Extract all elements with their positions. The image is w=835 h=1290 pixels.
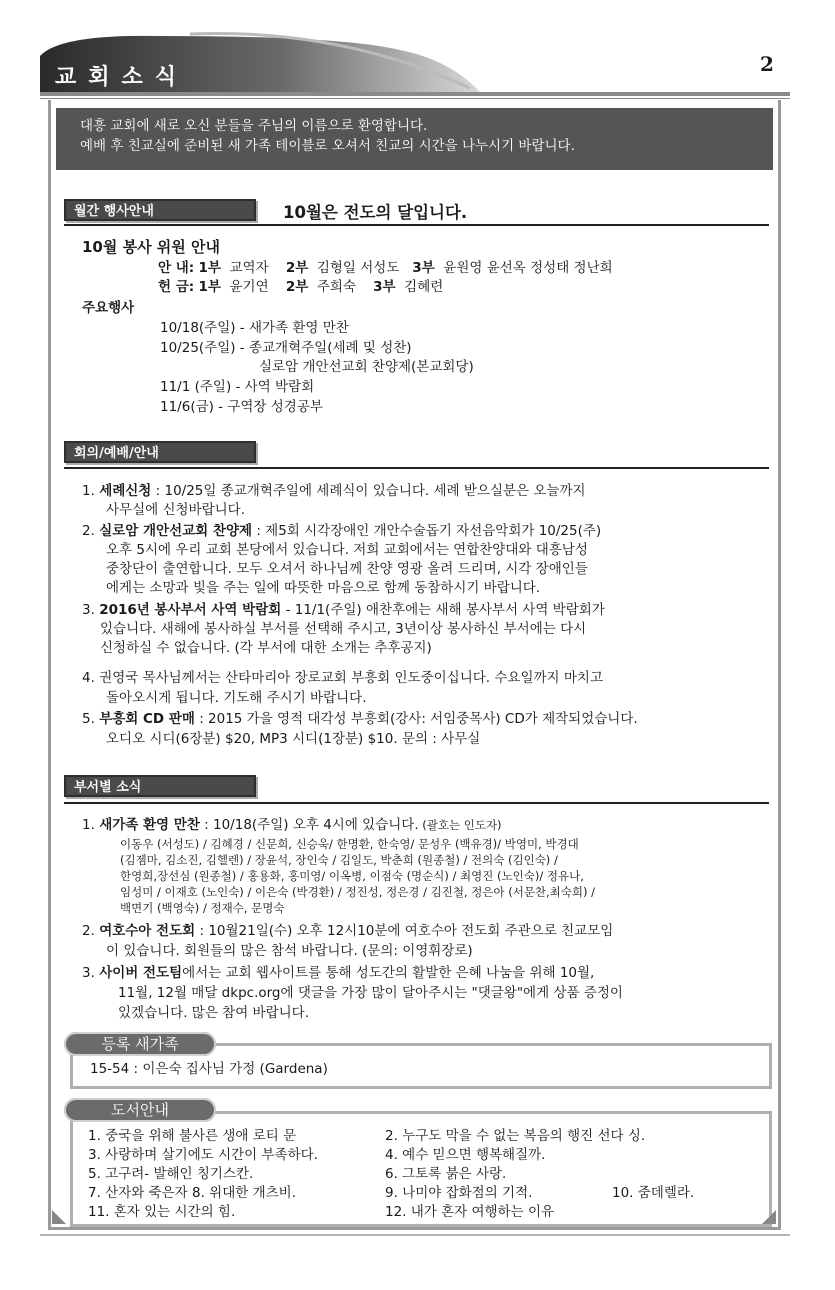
book-item: 3. 사랑하며 살기에도 시간이 부족하다.	[88, 1147, 318, 1163]
item-number: 1.	[82, 483, 95, 499]
usher-p2: 2부	[285, 260, 309, 276]
book-item: 9. 나미야 잡화점의 기적.	[385, 1185, 533, 1201]
item-text: 돌아오시게 됩니다. 기도해 주시기 바랍니다.	[106, 690, 367, 706]
item-heading: 실로암 개안선교회 찬양제	[99, 523, 253, 539]
offering-p1-names: 윤기연	[229, 279, 269, 295]
book-item: 4. 예수 믿으면 행복해질까.	[385, 1147, 546, 1163]
item-text: 오후 5시에 우리 교회 본당에서 있습니다. 저희 교회에서는 연합찬양대와 대흥남성	[106, 542, 588, 558]
monthly-headline: 10월은 전도의 달입니다.	[283, 203, 468, 222]
usher-p1: 1부	[198, 260, 221, 276]
offering-p2: 2부	[285, 279, 309, 295]
item-text: 에서는 교회 웹사이트를 통해 성도간의 활발한 은혜 나눔을 위해 10월,	[182, 965, 595, 981]
item-text: : 10/18(주일) 오후 4시에 있습니다.	[199, 817, 419, 833]
event-item: 11/1 (주일) - 사역 박람회	[160, 379, 315, 395]
meetings-rule	[64, 467, 769, 469]
book-item: 11. 혼자 있는 시간의 힘.	[88, 1204, 236, 1220]
offering-p3-names: 김혜련	[404, 279, 444, 295]
book-item: 6. 그토록 붉은 사랑.	[385, 1166, 507, 1182]
meeting-item-3	[82, 601, 605, 620]
name-line: 임성미 / 이재호 (노인숙) / 이은숙 (박경환) / 정진성, 정은경 / 김진철, 정은아 (서문찬,최숙희) /	[120, 885, 596, 899]
name-line: 백면기 (백영숙) / 정재수, 문명숙	[120, 901, 285, 915]
meeting-item-2	[82, 522, 601, 541]
book-item: 5. 고구려- 발해인 칭기스칸.	[88, 1166, 254, 1182]
usher-row	[158, 259, 613, 278]
page-number: 2	[760, 52, 774, 76]
usher-p3-names: 윤원영 윤선옥 정성태 정난희	[443, 260, 613, 276]
volunteer-title: 10월 봉사 위원 안내	[82, 238, 220, 256]
item-text: 있습니다. 새해에 봉사하실 부서를 선택해 주시고, 3년이상 봉사하신 부서에는 다시	[100, 621, 587, 637]
item-heading: 사이버 전도팀	[99, 965, 183, 981]
event-item: 10/25(주일) - 종교개혁주일(세례 및 성찬)	[160, 340, 412, 356]
item-text: 이 있습니다. 회원들의 많은 참석 바랍니다. (문의: 이영휘장로)	[106, 943, 473, 959]
frame-left-border	[48, 100, 51, 1230]
item-text: : 10월21일(수) 오후 12시10분에 여호수아 전도회 주관으로 친교모임	[195, 923, 614, 939]
item-number: 3.	[82, 965, 95, 981]
usher-p1-names: 교역자	[229, 260, 269, 276]
frame-right-border	[778, 100, 781, 1230]
name-line: (김젬마, 김소진, 김헬렌) / 장윤석, 장인숙 / 김일도, 박춘희 (원종철) / 전의숙 (김인숙) /	[120, 853, 558, 867]
frame-bottom-border	[48, 1227, 781, 1230]
corner-triangle-icon	[762, 1210, 776, 1224]
dept-label: 부서별 소식	[64, 775, 256, 797]
offering-row	[158, 278, 443, 297]
meeting-item-5	[82, 710, 638, 729]
item-text: 있겠습니다. 많은 참여 바랍니다.	[118, 1005, 309, 1021]
offering-role: 헌 금:	[158, 279, 195, 295]
name-line: 이동우 (서성도) / 김혜경 / 신문희, 신승욱/ 한명환, 한숙영/ 문성우 (백유경)/ 박영미, 박경대	[120, 837, 579, 851]
item-heading: 여호수아 전도회	[99, 923, 196, 939]
item-number: 4.	[82, 670, 95, 686]
name-line: 한영희,장선심 (원종철) / 홍용화, 홍미영/ 이옥병, 이점숙 (명순식) / 최영진 (노인숙)/ 정유나,	[120, 869, 584, 883]
item-number: 5.	[82, 711, 95, 727]
item-text: 신청하실 수 없습니다. (각 부서에 대한 소개는 추후공지)	[100, 640, 432, 656]
meeting-item-1	[82, 482, 586, 501]
books-label: 도서안내	[64, 1098, 216, 1122]
welcome-line: 예배 후 친교실에 준비된 새 가족 테이블로 오셔서 친교의 시간을 나누시기 바랍니다.	[80, 138, 575, 154]
item-note: (괄호는 인도자)	[418, 818, 502, 832]
item-text: 오디오 시디(6장분) $20, MP3 시디(1장분) $10. 문의 : 사무실	[106, 731, 481, 747]
corner-triangle-icon	[52, 1210, 66, 1224]
offering-p1: 1부	[198, 279, 221, 295]
item-text: 에게는 소망과 빛을 주는 일에 따뜻한 마음으로 함께 동참하시기 바랍니다.	[106, 580, 541, 596]
usher-p2-names: 김형일 서성도	[316, 260, 400, 276]
welcome-line: 대흥 교회에 새로 오신 분들을 주님의 이름으로 환영합니다.	[80, 118, 428, 134]
usher-role: 안 내:	[158, 260, 195, 276]
meetings-label: 회의/예배/안내	[64, 441, 256, 463]
item-number: 2.	[82, 923, 95, 939]
book-item: 2. 누구도 막을 수 없는 복음의 행진 선다 싱.	[385, 1128, 646, 1144]
item-heading: 부흥회 CD 판매	[99, 711, 195, 727]
monthly-rule	[64, 224, 769, 226]
item-heading: 세례신청	[99, 483, 152, 499]
item-number: 1.	[82, 817, 95, 833]
header-rule-thin	[40, 98, 790, 99]
welcome-banner	[56, 108, 773, 170]
usher-p3: 3부	[412, 260, 435, 276]
item-text: 11월, 12월 매달 dkpc.org에 댓글을 가장 많이 달아주시는 "댓글왕"에게 상품 증정이	[118, 985, 623, 1001]
meeting-item-4	[82, 669, 603, 688]
item-number: 2.	[82, 523, 95, 539]
dept-rule	[64, 802, 769, 804]
event-item: 실로암 개안선교회 찬양제(본교회당)	[259, 359, 474, 375]
item-text: 사무실에 신청바랍니다.	[106, 502, 245, 518]
item-text: 중창단이 출연합니다. 모두 오셔서 하나님께 찬양 영광 올려 드리며, 시각 장애인들	[106, 561, 588, 577]
book-item: 12. 내가 혼자 여행하는 이유	[385, 1204, 555, 1220]
dept-item-1	[82, 816, 502, 835]
section-title: 교회소식	[55, 64, 189, 90]
events-title: 주요행사	[82, 300, 135, 316]
frame-bottom-rule	[40, 1234, 790, 1236]
event-item: 11/6(금) - 구역장 성경공부	[160, 399, 323, 415]
event-item: 10/18(주일) - 새가족 환영 만찬	[160, 320, 349, 336]
book-item: 1. 중국을 위해 불사른 생애 로티 문	[88, 1128, 297, 1144]
item-heading: 2016년 봉사부서 사역 박람회	[99, 602, 282, 618]
item-heading: 새가족 환영 만찬	[99, 817, 200, 833]
item-number: 3.	[82, 602, 95, 618]
header-rule	[40, 92, 790, 96]
dept-item-3	[82, 964, 594, 983]
monthly-label: 월간 행사안내	[64, 199, 256, 221]
book-item: 7. 산자와 죽은자 8. 위대한 개츠비.	[88, 1185, 296, 1201]
item-text: : 2015 가을 영적 대각성 부흥회(강사: 서임중목사) CD가 제작되었습니다.	[194, 711, 638, 727]
item-text: : 제5회 시각장애인 개안수술돕기 자선음악회가 10/25(주)	[252, 523, 602, 539]
dept-item-2	[82, 922, 613, 941]
item-text: - 11/1(주일) 애찬후에는 새해 봉사부서 사역 박람회가	[281, 602, 605, 618]
book-item: 10. 줌데렐라.	[612, 1185, 695, 1201]
item-text: 권영국 목사님께서는 산타마리아 장로교회 부흥회 인도중이십니다. 수요일까지 마치고	[99, 670, 603, 686]
offering-p2-names: 주희숙	[316, 279, 356, 295]
new-family-entry: 15-54 : 이은숙 집사님 가정 (Gardena)	[90, 1061, 328, 1077]
new-family-label: 등록 새가족	[64, 1032, 216, 1056]
item-text: : 10/25일 종교개혁주일에 세례식이 있습니다. 세례 받으실분은 오늘까지	[151, 483, 586, 499]
offering-p3: 3부	[373, 279, 396, 295]
